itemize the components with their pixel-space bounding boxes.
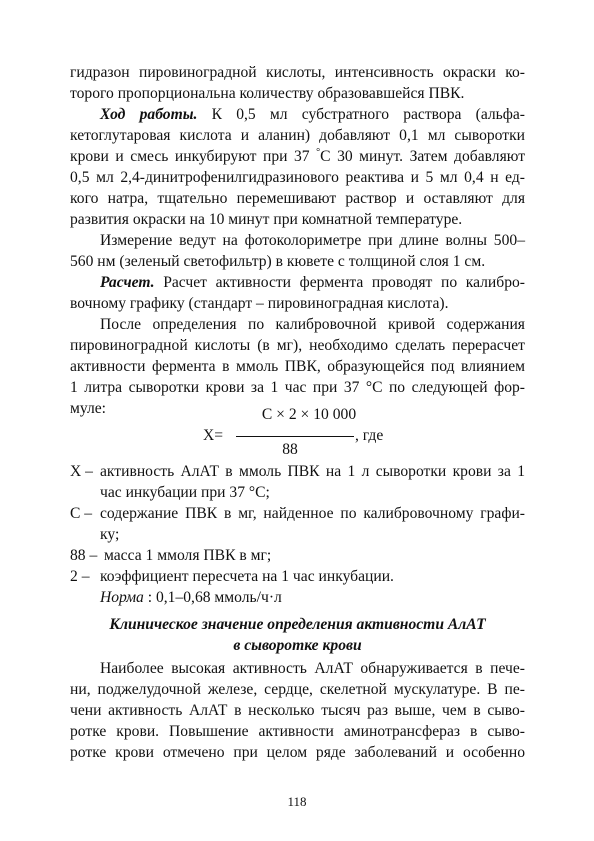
heading-calculation: Расчет. bbox=[100, 274, 155, 291]
definition-text: час инкубации при 37 °С; bbox=[100, 484, 270, 501]
formula-numerator: С × 2 × 10 000 bbox=[261, 406, 357, 423]
text-line: гидразон пировиноградной кислоты, интенсивность окраски ко- bbox=[70, 64, 525, 81]
definition-text: коэффициент пересчета на 1 час инкубации. bbox=[100, 568, 394, 585]
paragraph-calculation: Расчет. Расчет активности фермента проводят по калибро- bbox=[100, 274, 525, 291]
page-number: 118 bbox=[287, 794, 307, 809]
text-line: ротке крови отмечено при целом ряде заболеваний и особенно bbox=[70, 744, 525, 761]
text-line: кетоглутаровая кислота и аланин) добавляют 0,1 мл сыворотки bbox=[70, 127, 525, 144]
heading-work-procedure: Ход работы. bbox=[100, 106, 198, 123]
text-line: ротке крови. Повышение активности аминотрансфераз в сыво- bbox=[70, 723, 525, 740]
paragraph-work-procedure: Ход работы. К 0,5 мл субстратного раствора (альфа- bbox=[100, 106, 525, 123]
text-line: развития окраски на 10 минут при комнатной температуре. bbox=[70, 211, 463, 228]
formula-lhs: Х= bbox=[203, 427, 224, 444]
text-line: чени активность АлАТ в несколько тысяч раз выше, чем в сыво- bbox=[70, 702, 525, 719]
definition-text: ку; bbox=[100, 526, 120, 543]
norm-line bbox=[100, 587, 555, 608]
text-line: муле: bbox=[70, 400, 107, 417]
text-line: После определения по калибровочной кривой содержания bbox=[100, 316, 525, 333]
section-title: в сыворотке крови bbox=[233, 637, 362, 654]
text-line: пировиноградной кислоты (в мг), необходимо сделать перерасчет bbox=[70, 337, 525, 354]
text-line: кого натра, тщательно перемешивают раствор и оставляют для bbox=[70, 190, 525, 207]
text-line: крови и смесь инкубируют при 37 °С 30 минут. Затем добавляют bbox=[70, 146, 526, 165]
fraction-bar bbox=[236, 436, 354, 437]
text-line: торого пропорциональна количеству образовавшейся ПВК. bbox=[70, 85, 465, 102]
definition-text: содержание ПВК в мг, найденное по калибровочному графи- bbox=[100, 505, 525, 522]
text-line: активности фермента в ммоль ПВК, образующейся под влиянием bbox=[70, 358, 525, 375]
section-title: Клиническое значение определения активности АлАТ bbox=[109, 616, 486, 633]
definition-term: С – bbox=[70, 505, 93, 522]
text-line: 1 литра сыворотки крови за 1 час при 37 °С по следующей фор- bbox=[70, 379, 525, 396]
definition-term: 2 – bbox=[70, 568, 90, 585]
definition-text: активность АлАТ в ммоль ПВК на 1 л сыворотки крови за 1 bbox=[100, 463, 525, 480]
norm-value: : 0,1–0,68 ммоль/ч·л bbox=[143, 589, 282, 606]
text-line: Измерение ведут на фотоколориметре при длине волны 500– bbox=[100, 232, 525, 249]
text-line: вочному графику (стандарт – пировиноградная кислота). bbox=[70, 295, 449, 312]
formula-rhs: , где bbox=[355, 427, 384, 444]
definition-term: 88 – bbox=[70, 547, 98, 564]
text-line: 0,5 мл 2,4-динитрофенилгидразинового реактива и 5 мл 0,4 н ед- bbox=[70, 169, 525, 186]
text-line: Наиболее высокая активность АлАТ обнаруживается в пече- bbox=[100, 660, 525, 677]
formula-denominator: 88 bbox=[282, 441, 298, 458]
norm-label: Норма bbox=[100, 589, 144, 606]
text-line: 560 нм (зеленый светофильтр) в кювете с толщиной слоя 1 см. bbox=[70, 253, 486, 270]
definition-text: масса 1 ммоля ПВК в мг; bbox=[104, 547, 272, 564]
text-line: ни, поджелудочной железе, сердце, скелетной мускулатуре. В пе- bbox=[70, 681, 525, 698]
definition-term: Х – bbox=[70, 463, 93, 480]
